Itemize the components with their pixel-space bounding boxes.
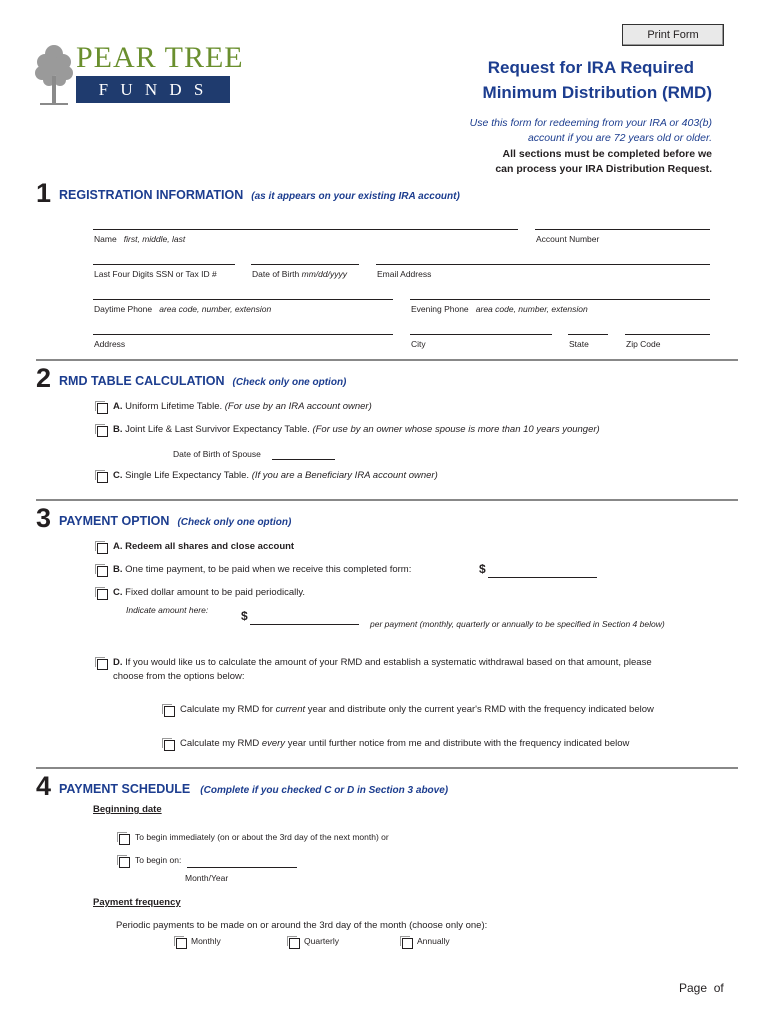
section4-number: 4 bbox=[36, 771, 52, 801]
annually-label: Annually bbox=[417, 936, 450, 946]
rmd-current-year-post: year and distribute only the current year's RMD with the frequency indicated below bbox=[305, 704, 654, 715]
monthly-checkbox[interactable] bbox=[176, 938, 187, 949]
section2-subtitle: (Check only one option) bbox=[232, 377, 347, 388]
section2-number: 2 bbox=[36, 363, 52, 393]
annually-checkbox[interactable] bbox=[402, 938, 413, 949]
daytime-phone-field[interactable] bbox=[93, 299, 393, 300]
section4-title-text: PAYMENT SCHEDULE bbox=[59, 782, 191, 796]
account-number-label: Account Number bbox=[536, 234, 600, 244]
email-field[interactable] bbox=[376, 264, 710, 265]
payment-option-b-label bbox=[113, 564, 411, 575]
payment-frequency-heading: Payment frequency bbox=[93, 897, 181, 908]
begin-immediately-checkbox[interactable] bbox=[119, 834, 130, 845]
section1-number: 1 bbox=[36, 178, 52, 208]
payment-option-a-checkbox[interactable] bbox=[97, 543, 108, 554]
spouse-dob-field[interactable] bbox=[272, 459, 335, 460]
section-divider bbox=[36, 359, 738, 361]
payment-option-c-letter: C. bbox=[113, 587, 123, 598]
payment-option-d-checkbox[interactable] bbox=[97, 659, 108, 670]
tree-icon bbox=[34, 42, 74, 106]
rmd-option-b-label bbox=[113, 424, 600, 435]
section2-title-text: RMD TABLE CALCULATION bbox=[59, 374, 225, 388]
daytime-phone-label bbox=[94, 304, 271, 314]
spouse-dob-label: Date of Birth of Spouse bbox=[173, 449, 261, 459]
rmd-every-year-pre: Calculate my RMD bbox=[180, 738, 262, 749]
rmd-current-year-label bbox=[180, 704, 654, 715]
rmd-option-a-text: Uniform Lifetime Table. bbox=[125, 401, 223, 412]
payment-option-a-label bbox=[113, 541, 294, 552]
rmd-option-c-label bbox=[113, 470, 438, 481]
address-label: Address bbox=[94, 339, 126, 349]
payment-option-c-text: Fixed dollar amount to be paid periodically. bbox=[125, 587, 306, 598]
indicate-amount-label: Indicate amount here: bbox=[126, 605, 209, 615]
quarterly-label: Quarterly bbox=[304, 936, 339, 946]
rmd-every-year-label bbox=[180, 738, 629, 749]
daytime-phone-label-text: Daytime Phone bbox=[94, 304, 153, 314]
rmd-option-b-letter: B. bbox=[113, 424, 123, 435]
logo-wordmark-top: PEAR TREE bbox=[76, 41, 244, 74]
section2-title bbox=[59, 374, 346, 388]
dob-label bbox=[252, 269, 347, 279]
page-number: Page of bbox=[679, 981, 724, 995]
rmd-current-year-checkbox[interactable] bbox=[164, 706, 175, 717]
payment-option-d-line1: If you would like us to calculate the amount of your RMD and establish a systematic withdrawal based on that amount, please bbox=[125, 657, 652, 668]
begin-immediately-label: To begin immediately (on or about the 3rd day of the next month) or bbox=[135, 832, 389, 842]
beginning-date-heading: Beginning date bbox=[93, 804, 162, 815]
payment-option-d-line2: choose from the options below: bbox=[113, 671, 245, 682]
rmd-current-year-em: current bbox=[275, 704, 306, 715]
per-payment-note: per payment (monthly, quarterly or annually to be specified in Section 4 below) bbox=[370, 619, 665, 629]
month-year-label: Month/Year bbox=[185, 873, 229, 883]
zip-code-field[interactable] bbox=[625, 334, 710, 335]
name-field[interactable] bbox=[93, 229, 518, 230]
rmd-option-b-text: Joint Life & Last Survivor Expectancy Table. bbox=[125, 424, 310, 435]
payment-option-c-label bbox=[113, 587, 305, 598]
form-title-line1: Request for IRA Required bbox=[487, 58, 694, 77]
dob-field[interactable] bbox=[251, 264, 359, 265]
form-title-line2: Minimum Distribution (RMD) bbox=[482, 83, 712, 102]
rmd-option-c-text: Single Life Expectancy Table. bbox=[125, 470, 250, 481]
evening-phone-label bbox=[411, 304, 588, 314]
begin-on-checkbox[interactable] bbox=[119, 857, 130, 868]
dob-hint: mm/dd/yyyy bbox=[301, 269, 347, 279]
one-time-amount-field[interactable] bbox=[488, 577, 597, 578]
dob-label-text: Date of Birth bbox=[252, 269, 300, 279]
rmd-option-c-note: (If you are a Beneficiary IRA account owner) bbox=[251, 470, 438, 481]
payment-option-a-text: Redeem all shares and close account bbox=[125, 541, 295, 552]
city-field[interactable] bbox=[410, 334, 552, 335]
section3-number: 3 bbox=[36, 503, 52, 533]
rmd-option-a-checkbox[interactable] bbox=[97, 403, 108, 414]
state-label: State bbox=[569, 339, 589, 349]
rmd-every-year-em: every bbox=[261, 738, 286, 749]
daytime-phone-hint: area code, number, extension bbox=[159, 304, 272, 314]
evening-phone-field[interactable] bbox=[410, 299, 710, 300]
rmd-option-c-checkbox[interactable] bbox=[97, 472, 108, 483]
pear-tree-logo bbox=[34, 41, 244, 106]
intro-line2: account if you are 72 years old or older. bbox=[527, 132, 712, 144]
section4-subtitle: (Complete if you checked C or D in Section 3 above) bbox=[200, 785, 449, 796]
section3-title-text: PAYMENT OPTION bbox=[59, 514, 170, 528]
name-label-text: Name bbox=[94, 234, 117, 244]
account-number-field[interactable] bbox=[535, 229, 710, 230]
section1-subtitle: (as it appears on your existing IRA account) bbox=[251, 191, 460, 202]
evening-phone-label-text: Evening Phone bbox=[411, 304, 469, 314]
rmd-option-a-note: (For use by an IRA account owner) bbox=[224, 401, 372, 412]
name-label bbox=[94, 234, 185, 244]
payment-option-b-checkbox[interactable] bbox=[97, 566, 108, 577]
city-label: City bbox=[411, 339, 426, 349]
periodic-payments-text: Periodic payments to be made on or around the 3rd day of the month (choose only one): bbox=[116, 920, 488, 931]
section4-title bbox=[59, 782, 448, 796]
print-form-button[interactable]: Print Form bbox=[622, 24, 724, 46]
ssn-field[interactable] bbox=[93, 264, 235, 265]
section-divider bbox=[36, 767, 738, 769]
rmd-option-a-label bbox=[113, 401, 372, 412]
email-label: Email Address bbox=[377, 269, 432, 279]
payment-option-d-label bbox=[113, 657, 652, 668]
periodic-dollar-sign: $ bbox=[241, 609, 248, 623]
payment-option-d-letter: D. bbox=[113, 657, 123, 668]
ssn-label: Last Four Digits SSN or Tax ID # bbox=[94, 269, 217, 279]
rmd-option-b-checkbox[interactable] bbox=[97, 426, 108, 437]
name-hint: first, middle, last bbox=[123, 234, 186, 244]
rmd-option-a-letter: A. bbox=[113, 401, 123, 412]
periodic-amount-field[interactable] bbox=[250, 624, 359, 625]
address-field[interactable] bbox=[93, 334, 393, 335]
payment-option-c-checkbox[interactable] bbox=[97, 589, 108, 600]
intro-line1: Use this form for redeeming from your IRA or 403(b) bbox=[469, 117, 712, 129]
logo-wordmark-bottom: F U N D S bbox=[76, 76, 230, 103]
rmd-option-c-letter: C. bbox=[113, 470, 123, 481]
section1-title bbox=[59, 188, 460, 202]
rmd-current-year-pre: Calculate my RMD for bbox=[180, 704, 276, 715]
zip-code-label: Zip Code bbox=[626, 339, 661, 349]
payment-option-b-letter: B. bbox=[113, 564, 123, 575]
rmd-option-b-note: (For use by an owner whose spouse is more than 10 years younger) bbox=[312, 424, 600, 435]
state-field[interactable] bbox=[568, 334, 608, 335]
evening-phone-hint: area code, number, extension bbox=[475, 304, 588, 314]
section1-title-text: REGISTRATION INFORMATION bbox=[59, 188, 244, 202]
begin-on-date-field[interactable] bbox=[187, 867, 297, 868]
payment-option-b-text: One time payment, to be paid when we receive this completed form: bbox=[125, 564, 412, 575]
section-divider bbox=[36, 499, 738, 501]
intro-line3: All sections must be completed before we bbox=[502, 148, 712, 160]
payment-option-a-letter: A. bbox=[113, 541, 123, 552]
rmd-every-year-checkbox[interactable] bbox=[164, 740, 175, 751]
intro-line4: can process your IRA Distribution Request. bbox=[495, 163, 712, 175]
monthly-label: Monthly bbox=[191, 936, 221, 946]
section3-title bbox=[59, 514, 291, 528]
begin-on-label: To begin on: bbox=[135, 855, 182, 865]
section3-subtitle: (Check only one option) bbox=[177, 517, 292, 528]
rmd-every-year-post: year until further notice from me and distribute with the frequency indicated below bbox=[285, 738, 630, 749]
one-time-dollar-sign: $ bbox=[479, 562, 486, 576]
quarterly-checkbox[interactable] bbox=[289, 938, 300, 949]
